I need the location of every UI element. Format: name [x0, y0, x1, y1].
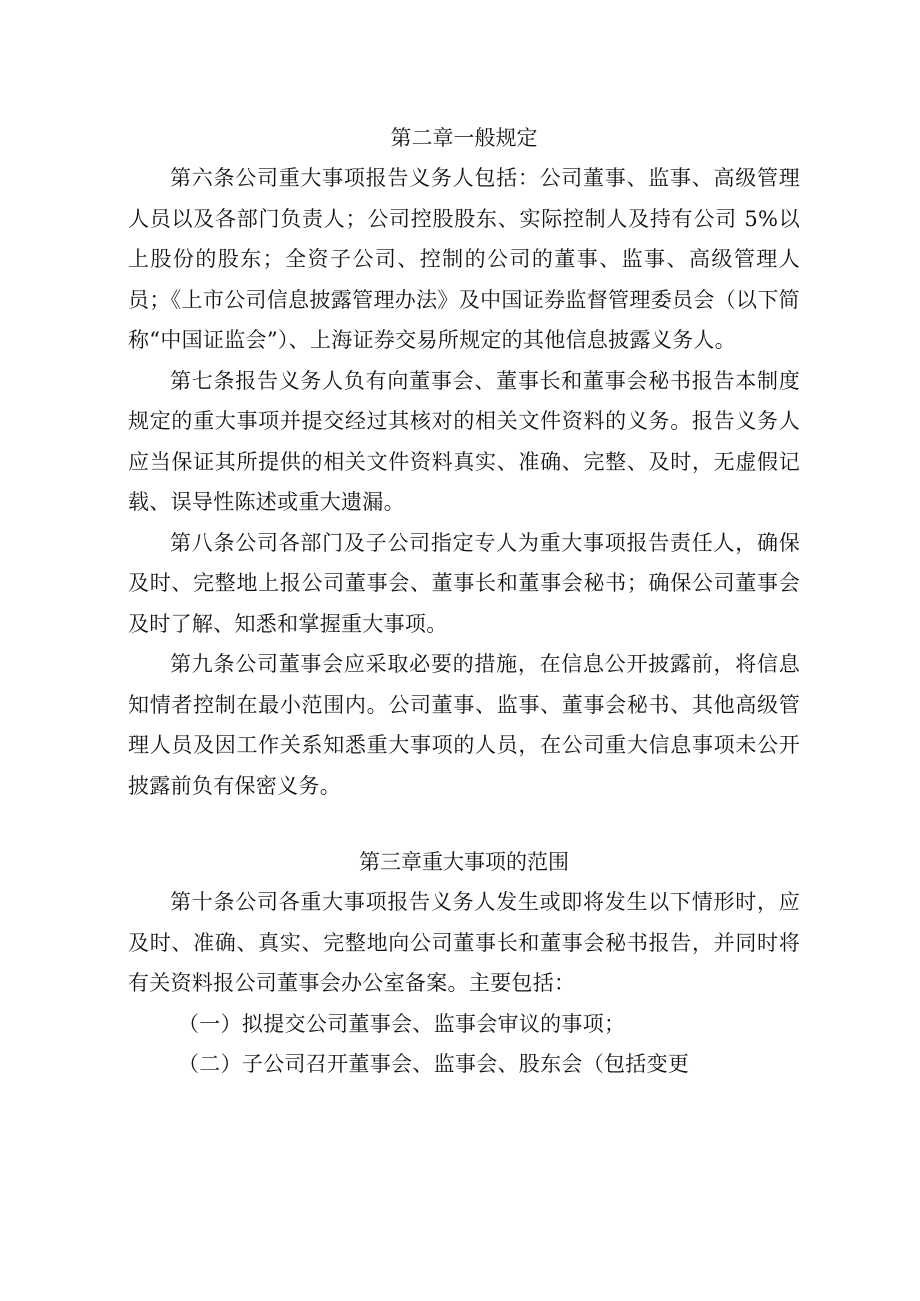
article-9: 第九条公司董事会应采取必要的措施，在信息公开披露前，将信息知情者控制在最小范围内。公司董事、监事、董事会秘书、其他高级管理人员及因工作关系知悉重大事项的人员，在公司重大信息事项未公开披露前负有保密义务。 — [128, 652, 800, 798]
chapter-heading: 第三章重大事项的范围 — [359, 850, 569, 874]
article-7: 第七条报告义务人负有向董事会、董事长和董事会秘书报告本制度规定的重大事项并提交经过其核对的相关文件资料的义务。报告义务人应当保证其所提供的相关文件资料真实、准确、完整、及时，无虚假记载、误导性陈述或重大遗漏。 — [128, 368, 800, 514]
article-10: 第十条公司各重大事项报告义务人发生或即将发生以下情形时，应及时、准确、真实、完整地向公司董事长和董事会秘书报告，并同时将有关资料报公司董事会办公室备案。主要包括： — [128, 890, 800, 995]
list-item: （二）子公司召开董事会、监事会、股东会（包括变更 — [178, 1052, 690, 1076]
article-6: 第六条公司重大事项报告义务人包括：公司董事、监事、高级管理人员以及各部门负责人；公司控股股东、实际控制人及持有公司 5%以上股份的股东；全资子公司、控制的公司的董事、监事、高级管理人员；《上市公司信息披露管理办法》及中国证券监督管理委员会（以下简称“中国证监会”）、上海证券交易所规定的其他信息披露义务人。 — [128, 166, 800, 352]
section-gap — [128, 806, 800, 842]
article-8: 第八条公司各部门及子公司指定专人为重大事项报告责任人，确保及时、完整地上报公司董事会、董事长和董事会秘书；确保公司董事会及时了解、知悉和掌握重大事项。 — [128, 530, 800, 636]
list-item: （一）拟提交公司董事会、监事会审议的事项； — [178, 1011, 626, 1036]
chapter-heading: 第二章一般规定 — [390, 126, 538, 150]
document-body — [128, 118, 800, 1085]
